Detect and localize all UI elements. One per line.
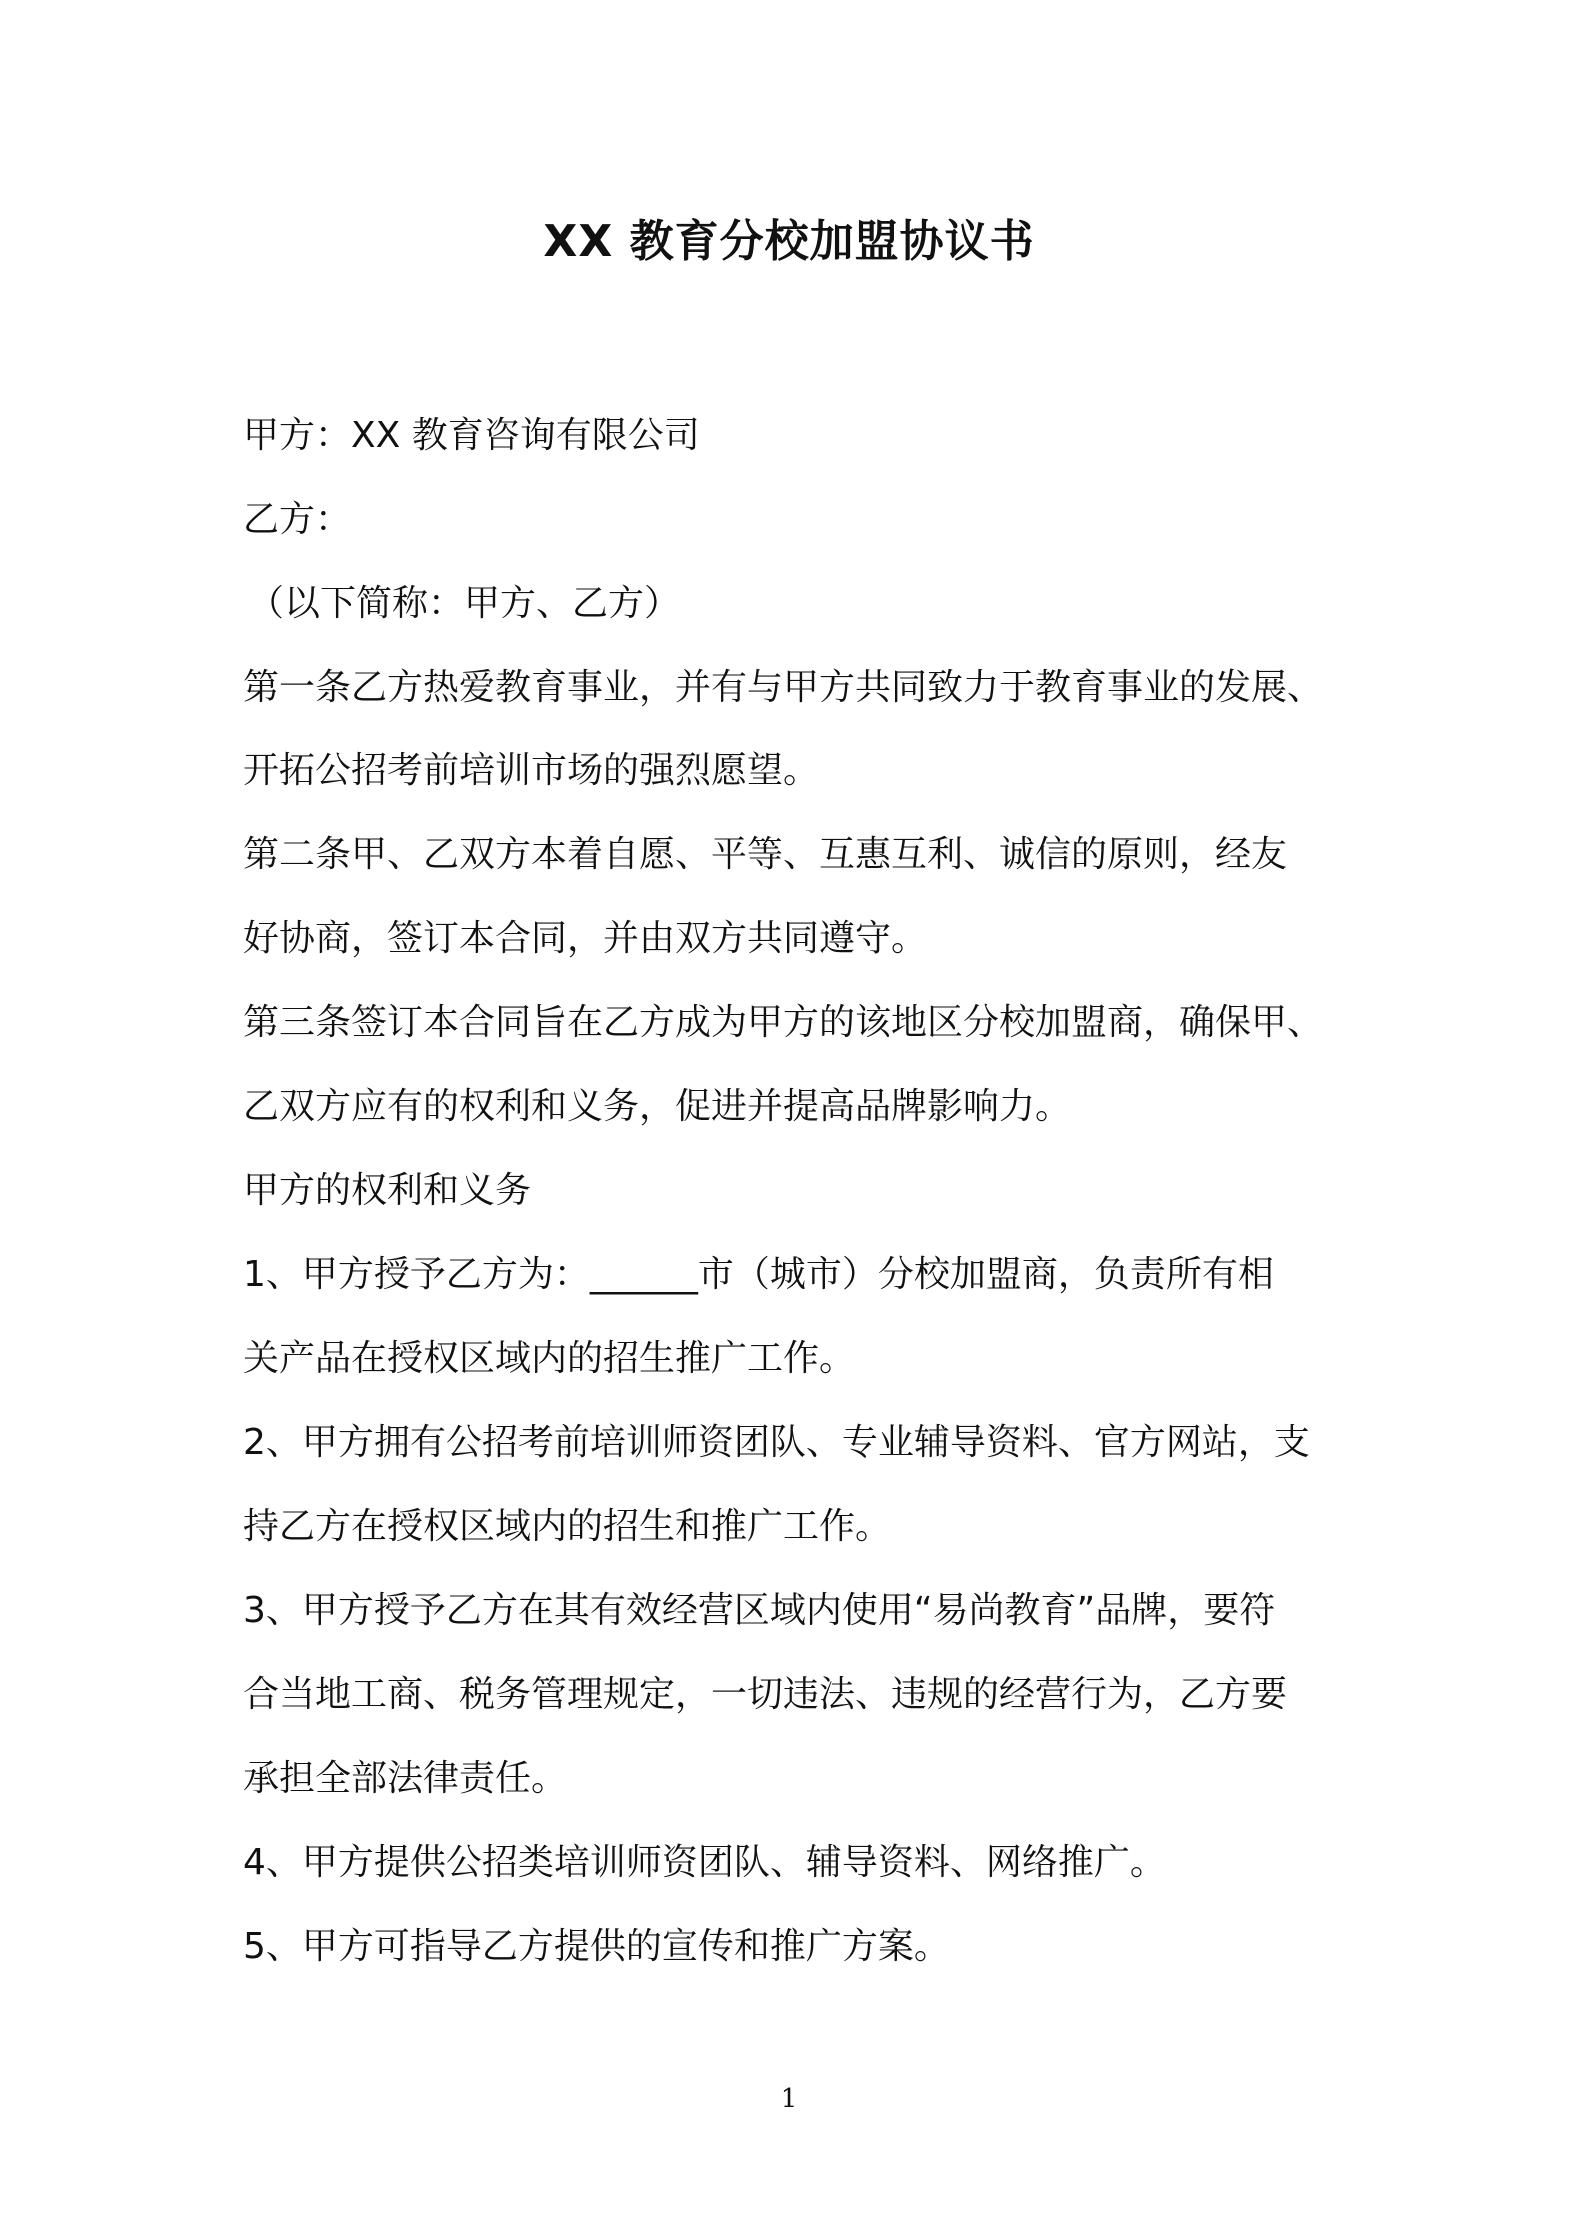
party-a-line: 甲方：XX 教育咨询有限公司 — [243, 415, 700, 456]
item-3-line-1: 3、甲方授予乙方在其有效经营区域内使用“易尚教育”品牌，要符 — [243, 1590, 1276, 1631]
document-title: XX 教育分校加盟协议书 — [543, 216, 1035, 267]
item-2-line-2: 持乙方在授权区域内的招生和推广工作。 — [243, 1506, 892, 1547]
article-3-line-1: 第三条签订本合同旨在乙方成为甲方的该地区分校加盟商，确保甲、 — [243, 1002, 1324, 1043]
item-2-line-1: 2、甲方拥有公招考前培训师资团队、专业辅导资料、官方网站，支 — [243, 1422, 1310, 1463]
article-3-line-2: 乙双方应有的权利和义务，促进并提高品牌影响力。 — [243, 1086, 1072, 1127]
section-heading: 甲方的权利和义务 — [243, 1170, 532, 1211]
item-1-line-2: 关产品在授权区域内的招生推广工作。 — [243, 1338, 856, 1379]
article-1-line-1: 第一条乙方热爱教育事业，并有与甲方共同致力于教育事业的发展、 — [243, 667, 1324, 708]
item-1-line-1: 1、甲方授予乙方为：______市（城市）分校加盟商，负责所有相 — [243, 1254, 1274, 1295]
article-1-line-2: 开拓公招考前培训市场的强烈愿望。 — [243, 750, 820, 791]
item-4-line-1: 4、甲方提供公招类培训师资团队、辅导资料、网络推广。 — [243, 1842, 1166, 1883]
article-2-line-1: 第二条甲、乙双方本着自愿、平等、互惠互利、诚信的原则，经友 — [243, 834, 1288, 875]
item-5-line-1: 5、甲方可指导乙方提供的宣传和推广方案。 — [243, 1926, 950, 1967]
party-b-line: 乙方： — [243, 499, 352, 540]
page-number: 1 — [780, 2084, 798, 2114]
item-3-line-3: 承担全部法律责任。 — [243, 1758, 568, 1799]
item-3-line-2: 合当地工商、税务管理规定，一切违法、违规的经营行为，乙方要 — [243, 1674, 1288, 1715]
article-2-line-2: 好协商，签订本合同，并由双方共同遵守。 — [243, 918, 928, 959]
abbreviation-line: （以下简称：甲方、乙方） — [248, 583, 681, 624]
